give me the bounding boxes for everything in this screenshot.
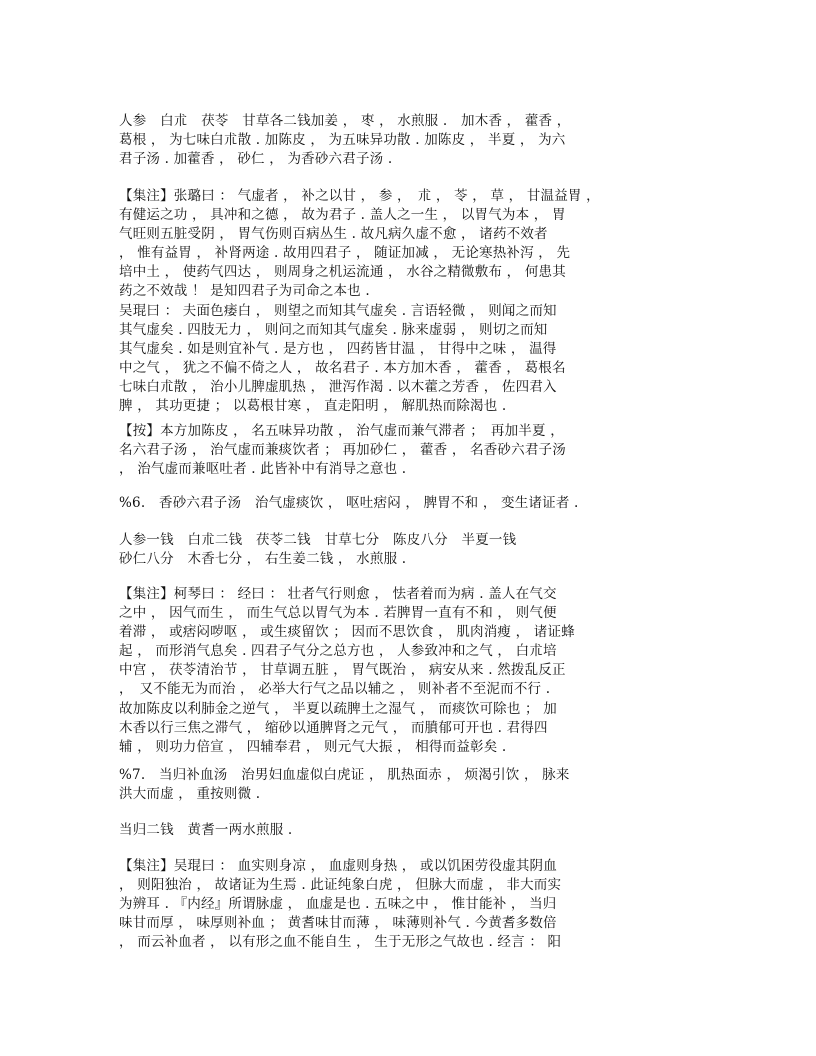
text-line: 培中土 ， 使药气四达 ， 则周身之机运流通 ， 水谷之精微敷布 ， 何患其: [119, 264, 566, 281]
text-line: 【按】本方加陈皮 ， 名五味异功散 ， 治气虚而兼气滞者 ； 再加半夏 ，: [119, 423, 564, 439]
text-line: 药之不效哉 ！ 是知四君子为司命之本也 .: [119, 283, 370, 300]
text-line: 吴琨曰 ： 夫面色痿白 ， 则望之而知其气虚矣 . 言语轻微 ， 则闻之而知: [119, 302, 557, 319]
text-line: 其气虚矣 . 四肢无力 ， 则问之而知其气虚矣 . 脉来虚弱 ， 则切之而知: [119, 321, 548, 338]
text-line: 葛根 ， 为七味白朮散 . 加陈皮 ， 为五味异功散 . 加陈皮 ， 半夏 ， 为六: [119, 132, 566, 149]
text-line: 之中 ， 因气而生 ， 而生气总以胃气为本 . 若脾胃一直有不和 ， 则气便: [119, 605, 557, 622]
text-line: 着滞 ， 或痞闷哕呕 ， 或生痰留饮 ； 因而不思饮食 ， 肌肉消瘦 ， 诸证蜂: [119, 624, 575, 641]
text-line: 名六君子汤 ， 治气虚而兼痰饮者 ； 再加砂仁 ， 藿香 ， 名香砂六君子汤: [119, 442, 566, 459]
text-line: %6. 香砂六君子汤 治气虚痰饮 ， 呕吐痞闷 ， 脾胃不和 ， 变生诸证者 .: [119, 495, 579, 511]
paragraph-commentary-wu-kun: [119, 857, 619, 952]
paragraph-danggui-formula: [119, 821, 619, 840]
text-line: 【集注】吴琨曰 ： 血实则身凉 ， 血虚则身热 ， 或以饥困劳役虚其阴血: [119, 858, 557, 874]
text-line: 当归二钱 黄耆一两水煎服 .: [119, 822, 293, 838]
text-line: 【集注】柯琴曰 ： 经曰 ： 壮者气行则愈 ， 怯者着而为病 . 盖人在气交: [119, 586, 557, 602]
text-line: 中之气 ， 犹之不偏不倚之人 ， 故名君子 . 本方加木香 ， 藿香 ， 葛根名: [119, 359, 566, 376]
section-heading-7: [119, 766, 619, 804]
text-line: 中宫 ， 茯苓清治节 ， 甘草调五脏 ， 胃气既治 ， 病安从来 . 然拨乱反正: [119, 662, 566, 679]
paragraph-commentary-ke-qin: [119, 585, 619, 757]
text-line: 【集注】张璐曰 ： 气虚者 ， 补之以甘 ， 参 ， 朮 ， 苓 ， 草 ， 甘温益胃 ，: [119, 188, 600, 204]
text-line: ， 治气虚而兼呕吐者 . 此皆补中有消导之意也 .: [119, 461, 407, 478]
text-line: ， 又不能无为而治 ， 必举大行气之品以辅之 ， 则补者不至泥而不行 .: [119, 681, 551, 698]
text-line: 七味白朮散 ， 治小儿脾虚肌热 ， 泄泻作渴 . 以木藿之芳香 ， 佐四君入: [119, 378, 557, 395]
text-line: %7. 当归补血汤 治男妇血虚似白虎证 ， 肌热面赤 ， 烦渴引饮 ， 脉来: [119, 767, 570, 783]
text-line: 人参一钱 白朮二钱 茯苓二钱 甘草七分 陈皮八分 半夏一钱: [119, 532, 517, 548]
text-line: 起 ， 而形消气息矣 . 四君子气分之总方也 ， 人参致冲和之气 ， 白朮培: [119, 643, 557, 660]
text-line: 木香以行三焦之滞气 ， 缩砂以通脾肾之元气 ， 而膹郁可开也 . 君得四: [119, 719, 548, 736]
paragraph-xiangsha-formula: [119, 531, 619, 569]
paragraph-commentary-zhang-lu: [119, 187, 619, 416]
text-line: 故加陈皮以利肺金之逆气 ， 半夏以疏脾土之湿气 ， 而痰饮可除也 ； 加: [119, 700, 557, 717]
section-heading-6: [119, 494, 619, 513]
paragraph-sijunzi-formula: [119, 112, 619, 169]
text-line: 洪大而虚 ， 重按则微 .: [119, 786, 261, 803]
text-line: ， 惟有益胃 ， 补肾两途 . 故用四君子 ， 随证加减 ， 无论寒热补泻 ， 先: [119, 245, 571, 262]
text-line: 人参 白朮 茯苓 甘草各二钱加姜 ， 枣 ， 水煎服 . 加木香 ， 藿香 ，: [119, 113, 571, 129]
text-line: 为辨耳 . 『内经』所谓脉虚 ， 血虚是也 . 五味之中 ， 惟甘能补 ， 当归: [119, 896, 557, 913]
text-line: 味甘而厚 ， 味厚则补血 ； 黄耆味甘而薄 ， 味薄则补气 . 今黄耆多数倍: [119, 915, 557, 932]
text-line: 气旺则五脏受阴 ， 胃气伤则百病丛生 . 故凡病久虚不愈 ， 诸药不效者: [119, 226, 548, 243]
text-line: 砂仁八分 木香七分 ， 右生姜二钱 ， 水煎服 .: [119, 551, 407, 568]
text-line: 其气虚矣 . 如是则宜补气 . 是方也 ， 四药皆甘温 ， 甘得中之味 ， 温得: [119, 340, 557, 357]
text-line: ， 则阳独治 ， 故诸证为生焉 . 此证纯象白虎 ， 但脉大而虚 ， 非大而实: [119, 877, 562, 894]
paragraph-note-an: [119, 422, 619, 479]
text-line: ， 而云补血者 ， 以有形之血不能自生 ， 生于无形之气故也 . 经言 ： 阳: [119, 934, 562, 951]
text-line: 辅 ， 则功力倍宣 ， 四辅奉君 ， 则元气大振 ， 相得而益彰矣 .: [119, 738, 507, 755]
text-line: 君子汤 . 加藿香 ， 砂仁 ， 为香砂六君子汤 .: [119, 151, 393, 168]
text-line: 有健运之功 ， 具冲和之德 ， 故为君子 . 盖人之一生 ， 以胃气为本 ， 胃: [119, 207, 566, 224]
text-line: 脾 ， 其功更捷 ； 以葛根甘寒 ， 直走阳明 ， 解肌热而除渴也 .: [119, 398, 507, 415]
